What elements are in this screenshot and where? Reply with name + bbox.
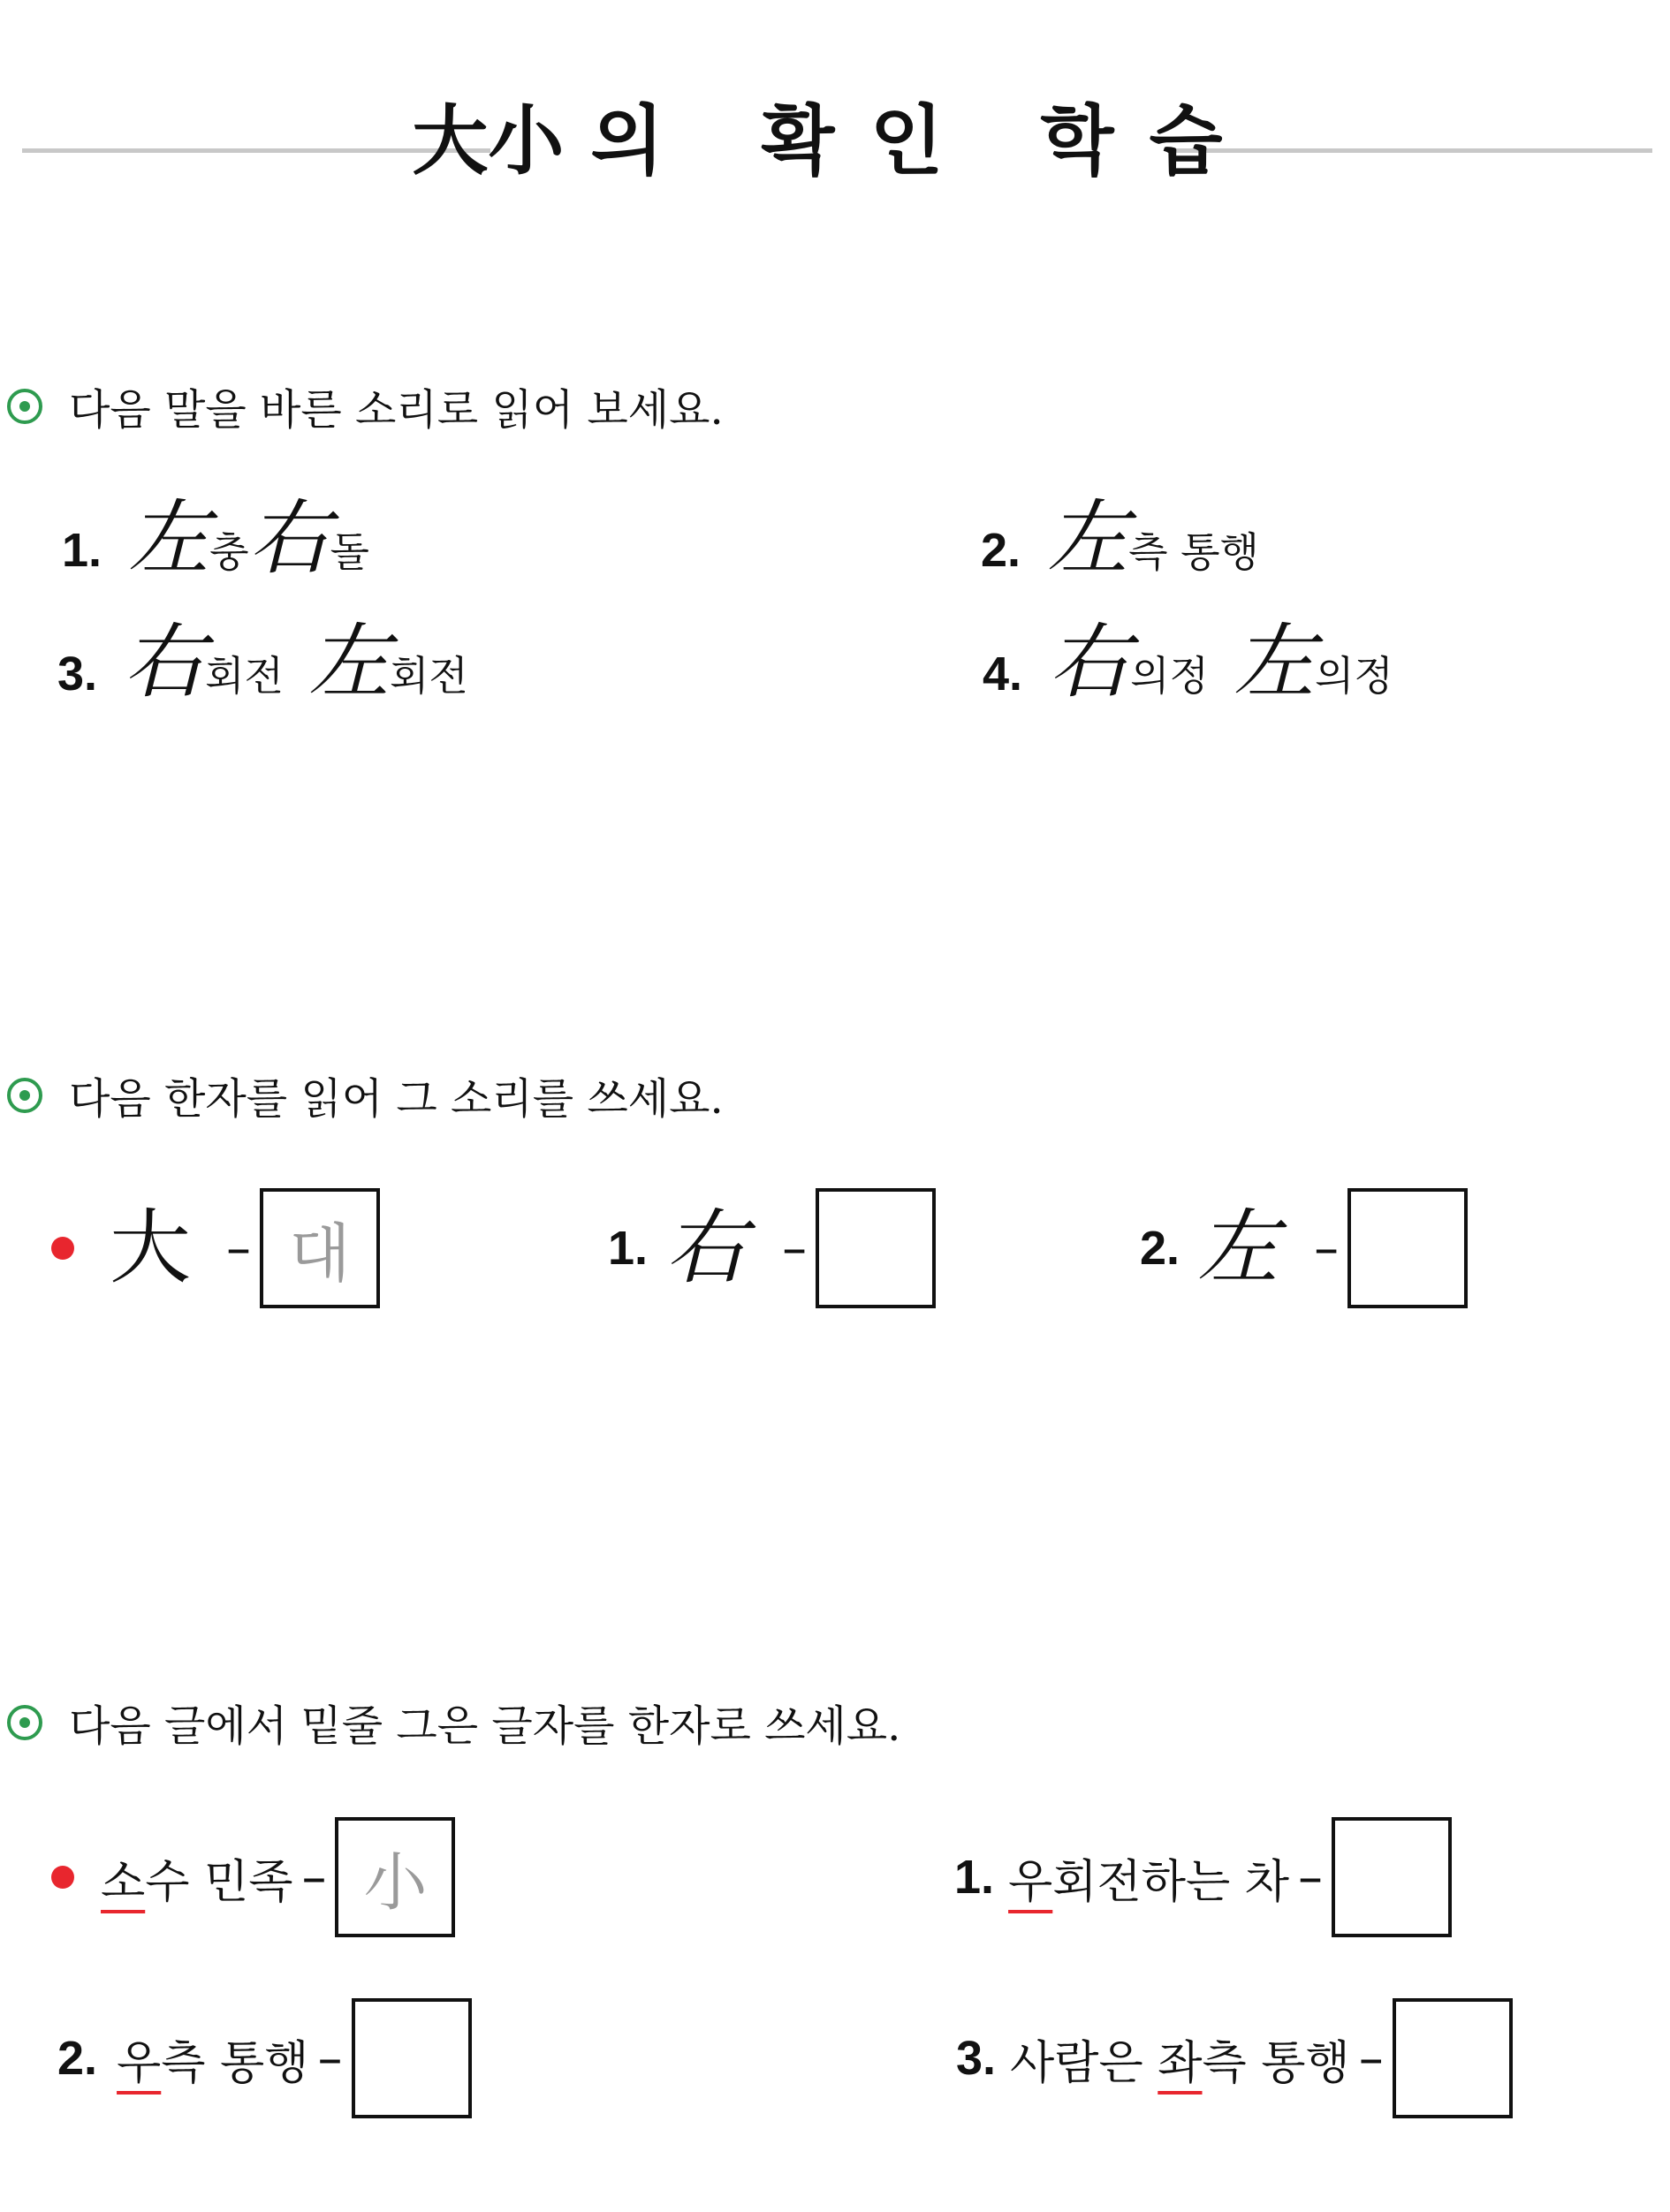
example-answer-box: 대 xyxy=(260,1188,380,1308)
target-bullet-icon xyxy=(7,1078,42,1113)
example-dot-icon xyxy=(51,1866,74,1889)
section3-instruction: 다음 글에서 밑줄 그은 글자를 한자로 쓰세요. xyxy=(7,1692,900,1753)
answer-box[interactable] xyxy=(1332,1817,1452,1937)
answer-box[interactable] xyxy=(352,1998,472,2118)
answer-box[interactable] xyxy=(1393,1998,1513,2118)
s2-item-1: 1. 右 – xyxy=(608,1188,936,1308)
s1-item-1: 1. 左 충 右 돌 xyxy=(62,491,369,586)
s3-item-3: 3. 사람은 좌측 통행 – xyxy=(956,1998,1513,2118)
example-answer-box: 小 xyxy=(335,1817,455,1937)
example-dot-icon xyxy=(51,1237,74,1260)
s3-item-2: 2. 우측 통행 – xyxy=(57,1998,472,2118)
s1-item-4: 4. 右 의정 左 의정 xyxy=(983,615,1393,709)
s2-example: 大 – 대 xyxy=(51,1188,380,1308)
s2-item-2: 2. 左 – xyxy=(1140,1188,1468,1308)
s3-example: 소수 민족 – 小 xyxy=(51,1817,455,1937)
s1-item-2: 2. 左 측 통행 xyxy=(981,491,1259,586)
title-text: 의 확인 학습 xyxy=(590,96,1258,186)
s1-item-3: 3. 右 회전 左 회전 xyxy=(57,615,468,709)
title-hanja: 大小 xyxy=(412,96,565,186)
section2-instruction: 다음 한자를 읽어 그 소리를 쓰세요. xyxy=(7,1064,724,1125)
section1-instruction: 다음 말을 바른 소리로 읽어 보세요. xyxy=(7,375,724,436)
page-title xyxy=(0,97,1670,186)
target-bullet-icon xyxy=(7,1705,42,1740)
s3-item-1: 1. 우회전하는 차 – xyxy=(954,1817,1452,1937)
answer-box[interactable] xyxy=(1347,1188,1468,1308)
target-bullet-icon xyxy=(7,389,42,424)
answer-box[interactable] xyxy=(816,1188,936,1308)
